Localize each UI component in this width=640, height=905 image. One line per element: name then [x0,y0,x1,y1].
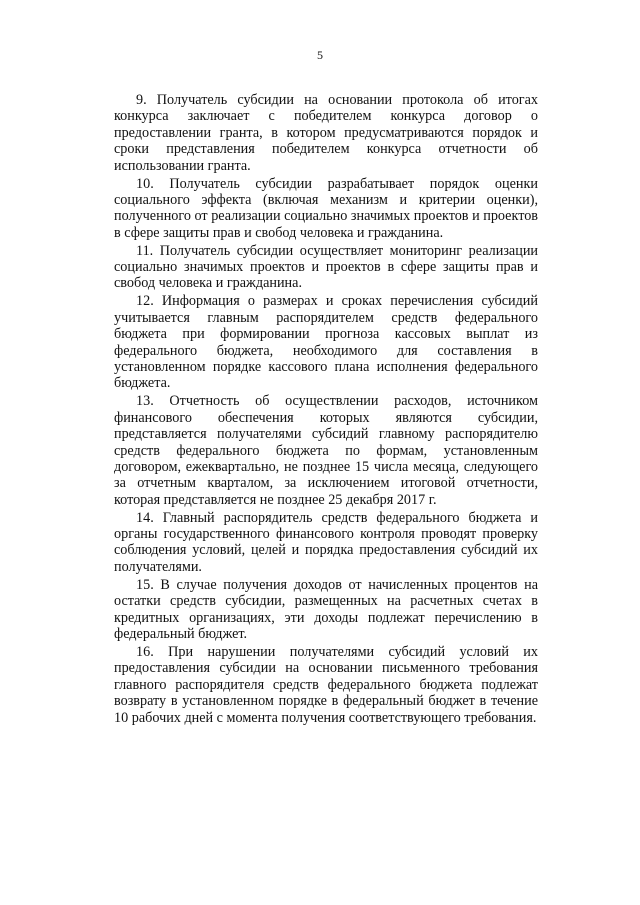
paragraph-13: 13. Отчетность об осуществлении расходов, источником финансового обеспечения которых являются субсидии, представляется получателями субсидий главному распорядителю средств федерального бюджета по формам, установленным договором, ежеквартально, не позднее 15 числа месяца, следующего за отчетным кварталом, за исключением итоговой отчетности, которая представляется не позднее 25 декабря 2017 г. [114,393,538,508]
paragraph-11: 11. Получатель субсидии осуществляет мониторинг реализации социально значимых проектов и проектов в сфере защиты прав и свобод человека и гражданина. [114,242,538,292]
paragraph-12: 12. Информация о размерах и сроках перечисления субсидий учитывается главным распорядителем средств федерального бюджета при формировании прогноза кассовых выплат из федерального бюджета, необходимого для составления в установленном порядке кассового плана исполнения федерального бюджета. [114,293,538,392]
paragraph-10: 10. Получатель субсидии разрабатывает порядок оценки социального эффекта (включая механизм и критерии оценки), полученного от реализации социально значимых проектов и проектов в сфере защиты прав и свобод человека и гражданина. [114,175,538,241]
page-number: 5 [317,48,323,62]
paragraph-9: 9. Получатель субсидии на основании протокола об итогах конкурса заключает с победителем конкурса договор о предоставлении гранта, в котором предусматриваются порядок и сроки представления победителем конкурса отчетности об использовании гранта. [114,92,538,174]
paragraph-15: 15. В случае получения доходов от начисленных процентов на остатки средств субсидии, размещенных на расчетных счетах в кредитных организациях, эти доходы подлежат перечислению в федеральный бюджет. [114,576,538,642]
paragraph-14: 14. Главный распорядитель средств федерального бюджета и органы государственного финансового контроля проводят проверку соблюдения условий, целей и порядка предоставления субсидий их получателями. [114,509,538,575]
document-body [114,92,538,727]
paragraph-16: 16. При нарушении получателями субсидий условий их предоставления субсидии на основании письменного требования главного распорядителя средств федерального бюджета подлежат возврату в установленном порядке в федеральный бюджет в течение 10 рабочих дней с момента получения соответствующего требования. [114,643,538,726]
